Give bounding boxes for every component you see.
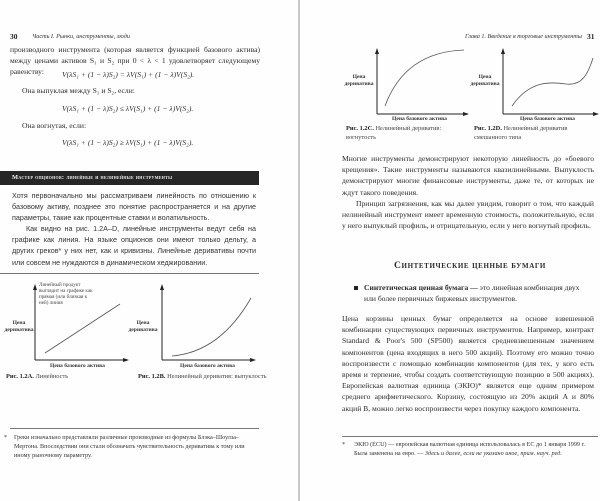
caption-text: Линейность [35, 373, 69, 380]
caption-text: Нелинейный дериватив смешанного типа [474, 125, 568, 141]
figure-1-2c-caption [346, 124, 466, 142]
concave-intro: Она вогнутая, если: [22, 121, 87, 130]
bullet-term: Синтетическая ценная бумага — [364, 283, 478, 292]
x-axis-label: Цена базового актива [520, 116, 575, 122]
footnote-marker: * [4, 434, 8, 441]
caption-id: Рис. 1.2C. [346, 125, 374, 132]
footnote-marker: * [342, 441, 346, 448]
y-axis-label: Цена деривативa [4, 320, 34, 333]
figure-1-2a-caption [6, 372, 136, 381]
sidebar-body [12, 190, 256, 268]
formula-concave: V(λS₁ + (1 − λ)S₂) ≥ λV(S₁) + (1 − λ)V(S₂). [62, 138, 194, 147]
footnote [4, 433, 258, 460]
caption-id: Рис. 1.2D. [474, 125, 502, 132]
y-axis-label: Цена деривативa [344, 74, 374, 87]
footnote-rule [342, 436, 598, 437]
sidebar-bottom-rule [0, 273, 259, 274]
running-head: Глава 1. Введение в торговые инструменты [465, 33, 582, 40]
bullet-square-icon [354, 286, 358, 290]
paragraph-1: Многие инструменты демонстрируют некоторую линейность до «боевого крещения». Такие инструменты называются квазилинейными. Выпуклость демонстрируют многие финансовые инструменты, даже те, от которых не ждут такого поведения. [342, 154, 594, 197]
footnote-rule [10, 428, 259, 429]
caption-id: Рис. 1.2B. [138, 373, 166, 380]
figure-1-2d [470, 44, 600, 124]
bullet-text: это линейная комбинация двух или более первичных биржевых инструментов. [364, 283, 580, 304]
y-axis-label: Цена деривативa [470, 74, 500, 87]
chart-annotation: Линейный продукт выглядит на графике как прямая (или близкая к ней) линия [39, 282, 93, 306]
intro-text: производного инструмента (которая является функцией базового актива) между ценами активов S₁ и S₂ при 0 < λ < 1 удовлетворяет следующему равенству: [10, 45, 260, 77]
sidebar-paragraph-2: Как видно на рис. 1.2A–D, линейные инструменты ведут себя на графике как линия. На языке опционов они имеют только дельту, а других греков* у них нет, как и кривизны. Линейные деривативы почти или совсем не нуждаются в динамическом хеджировании. [12, 224, 256, 267]
sidebar-paragraph-1: Хотя первоначально мы рассматриваем линейность по отношению к базовому активу, позднее это понятие распространяется и на другие параметры, такие как процентные ставки и волатильность. [12, 191, 256, 223]
page-number: 30 [10, 32, 18, 41]
paragraph-2: Принцип загрязнения, как мы далее увидим, говорит о том, что каждый нелинейный инструмент имеет временную стоимость, положительную, если у него выпуклый профиль, и отрицательную, если у него вогнутый профиль. [342, 199, 594, 231]
section-title: Синтетические ценные бумаги [394, 260, 546, 271]
footnote [342, 440, 596, 458]
caption-text: Нелинейный дериватив: выпуклость [167, 373, 267, 380]
convex-intro: Она выпуклая между S₁ и S₂, если: [22, 86, 135, 95]
right-page [300, 0, 600, 501]
figure-1-2c [340, 44, 470, 124]
figure-1-2d-caption [474, 124, 594, 142]
y-axis-label: Цена деривативa [128, 320, 158, 333]
x-axis-label: Цена базового актива [180, 363, 235, 369]
footnote-text: ЭКЮ (ECU) — европейская валютная единица использовалась в ЕС до 1 января 1999 г. Была заменена на евро. — [354, 441, 585, 457]
caption-id: Рис. 1.2A. [6, 373, 34, 380]
formula-linear: V(λS₁ + (1 − λ)S₂) = λV(S₁) + (1 − λ)V(S₂). [62, 70, 195, 79]
footnote-editor-note: Здесь и далее, если не указано иное, прим. науч. ред. [424, 450, 562, 457]
figure-1-2b-caption [138, 372, 268, 381]
caption-text: Нелинейный дериватив: вогнутость [346, 125, 442, 141]
sidebar-title: Мастер опционов: линейные и нелинейные инструменты [0, 171, 259, 185]
paragraph-3: Цена корзины ценных бумаг определяется на основе взвешенной комбинации существующих первичных инструментов. Например, контракт Standard & Poor's 500 (SP500) является средневзвешенным значением компонентов (цена входящих в него 500 акций). Поэтому его можно точно воспроизвести с помощью комбинации компонентов (для тех, у кого есть время и терпение, чтобы создать соответствующую позицию в 500 акциях). Европейская валютная единица (ЭКЮ)* является еще одним примером среднего арифметического. Корзину, состоящую из 20% акций A и 80% акций B, можно легко воспроизвести через покупку каждого компонента. [342, 314, 594, 413]
running-head: Часть I. Рынки, инструменты, люди [32, 33, 130, 40]
left-page [0, 0, 299, 501]
x-axis-label: Цена базового актива [392, 116, 447, 122]
x-axis-label: Цена базового актива [50, 363, 105, 369]
footnote-text: Греки изначально представляли различные производные из формулы Блэка–Шоулза–Мертона. Впоследствии они стали обозначать чувствительность дериватива к тому или иному рыночному параметру. [14, 434, 245, 459]
page-number: 31 [587, 32, 595, 41]
definition-bullet [364, 282, 584, 304]
formula-convex: V(λS₁ + (1 − λ)S₂) ≤ λV(S₁) + (1 − λ)V(S₂). [62, 104, 194, 113]
